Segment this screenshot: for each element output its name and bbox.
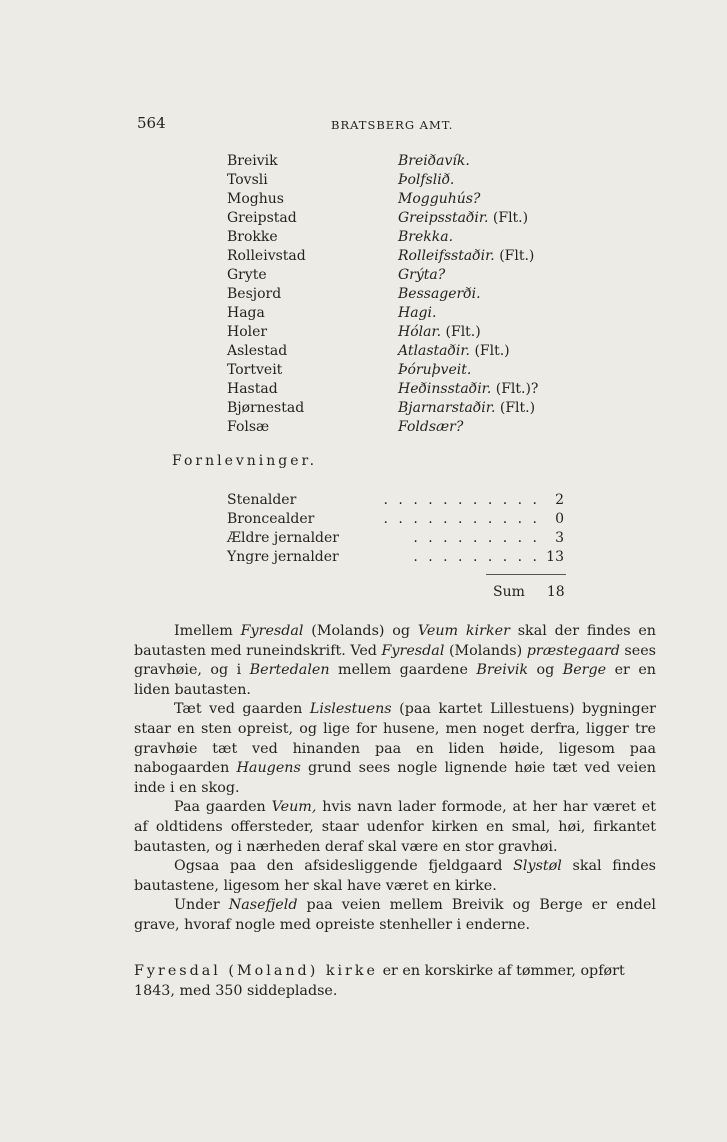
tally-value: 2	[555, 492, 564, 508]
old-norse-name: Foldsær?	[398, 419, 464, 435]
place-name-row	[227, 380, 687, 399]
tally-row	[227, 548, 572, 567]
old-norse-name: Þolfslið.	[398, 172, 455, 188]
modern-name: Hastad	[227, 381, 278, 397]
old-norse-name: Bjarnarstaðir. (Flt.)	[398, 400, 536, 416]
place-name-list	[227, 152, 687, 437]
modern-name: Bjørnestad	[227, 400, 305, 416]
old-norse-name: Þóruþveit.	[398, 362, 472, 378]
page-number: 564	[137, 114, 166, 132]
old-norse-name: Rolleifsstaðir. (Flt.)	[398, 248, 535, 264]
old-norse-name: Mogguhús?	[398, 191, 481, 207]
modern-name: Moghus	[227, 191, 284, 207]
place-name-row	[227, 228, 687, 247]
modern-name: Haga	[227, 305, 265, 321]
modern-name: Tortveit	[227, 362, 283, 378]
section-heading: Fornlevninger.	[172, 453, 318, 469]
modern-name: Breivik	[227, 153, 278, 169]
tally-row	[227, 491, 572, 510]
modern-name: Aslestad	[227, 343, 288, 359]
old-norse-name: Bessagerði.	[398, 286, 481, 302]
running-title: BRATSBERG AMT.	[331, 118, 454, 132]
old-norse-name: Heðinsstaðir. (Flt.)?	[398, 381, 539, 397]
dot-leader: . . . . . . . . . . .	[383, 492, 540, 508]
tally-row	[227, 529, 572, 548]
old-norse-name: Brekka.	[398, 229, 454, 245]
church-description: er en korskirke af tømmer, opført 1843, med 350 siddepladse.	[134, 963, 625, 999]
old-norse-name: Atlastaðir. (Flt.)	[398, 343, 510, 359]
tally-label: Broncealder	[227, 511, 315, 527]
modern-name: Greipstad	[227, 210, 297, 226]
modern-name: Tovsli	[227, 172, 268, 188]
dot-leader: . . . . . . . . .	[413, 549, 540, 565]
paragraph: Imellem Fyresdal (Molands) og Veum kirker skal der findes en bautasten med runeindskrift. Ved Fyresdal (Molands) præstegaard sees gravhøie, og i Bertedalen mellem gaardene Breivik og Berge er en liden bautasten.	[134, 623, 656, 698]
tally-value: 13	[546, 549, 564, 565]
modern-name: Folsæ	[227, 419, 270, 435]
sum-row	[493, 584, 565, 600]
old-norse-name: Hagi.	[398, 305, 437, 321]
place-name-row	[227, 342, 687, 361]
place-name-row	[227, 266, 687, 285]
tally-label: Yngre jernalder	[227, 549, 339, 565]
tally-row	[227, 510, 572, 529]
old-norse-name: Grýta?	[398, 267, 446, 283]
modern-name: Besjord	[227, 286, 282, 302]
modern-name: Rolleivstad	[227, 248, 306, 264]
tally-label: Ældre jernalder	[227, 530, 339, 546]
sum-value: 18	[546, 584, 565, 600]
tally-value: 0	[555, 511, 564, 527]
modern-name: Brokke	[227, 229, 278, 245]
place-name-row	[227, 247, 687, 266]
sum-label: Sum	[493, 584, 525, 600]
place-name-row	[227, 209, 687, 228]
modern-name: Gryte	[227, 267, 267, 283]
church-paragraph	[134, 962, 656, 1001]
old-norse-name: Hólar. (Flt.)	[398, 324, 481, 340]
tally-value: 3	[555, 530, 564, 546]
paragraph: Tæt ved gaarden Lislestuens (paa kartet Lillestuens) bygninger staar en sten opreist, og lige for husene, men noget derfra, ligger tre gravhøie tæt ved hinanden paa en liden høide, ligesom paa nabogaarden Haugens grund sees nogle lignende høie tæt ved veien inde i en skog.	[134, 701, 656, 796]
dot-leader: . . . . . . . . . . .	[383, 511, 540, 527]
place-name-row	[227, 399, 687, 418]
old-norse-name: Breiðavík.	[398, 153, 470, 169]
paragraph: Paa gaarden Veum, hvis navn lader formode, at her har været et af oldtidens offersteder, staar udenfor kirken en smal, høi, firkantet bautasten, og i nærheden deraf skal være en stor gravhøi.	[134, 799, 656, 855]
place-name-row	[227, 285, 687, 304]
modern-name: Holer	[227, 324, 268, 340]
place-name-row	[227, 152, 687, 171]
place-name-row	[227, 361, 687, 380]
fornlevninger-tally	[227, 491, 572, 567]
sum-rule	[486, 574, 566, 575]
paragraph: Ogsaa paa den afsidesliggende fjeldgaard Slystøl skal findes bautastene, ligesom her skal have været en kirke.	[134, 858, 656, 894]
church-name: Fyresdal (Moland) kirke	[134, 963, 379, 979]
place-name-row	[227, 304, 687, 323]
place-name-row	[227, 190, 687, 209]
paragraph: Under Nasefjeld paa veien mellem Breivik og Berge er endel grave, hvoraf nogle med opreiste stenheller i enderne.	[134, 897, 656, 933]
body-text	[134, 622, 656, 936]
place-name-row	[227, 418, 687, 437]
place-name-row	[227, 323, 687, 342]
dot-leader: . . . . . . . . .	[413, 530, 540, 546]
tally-label: Stenalder	[227, 492, 297, 508]
old-norse-name: Greipsstaðir. (Flt.)	[398, 210, 529, 226]
place-name-row	[227, 171, 687, 190]
